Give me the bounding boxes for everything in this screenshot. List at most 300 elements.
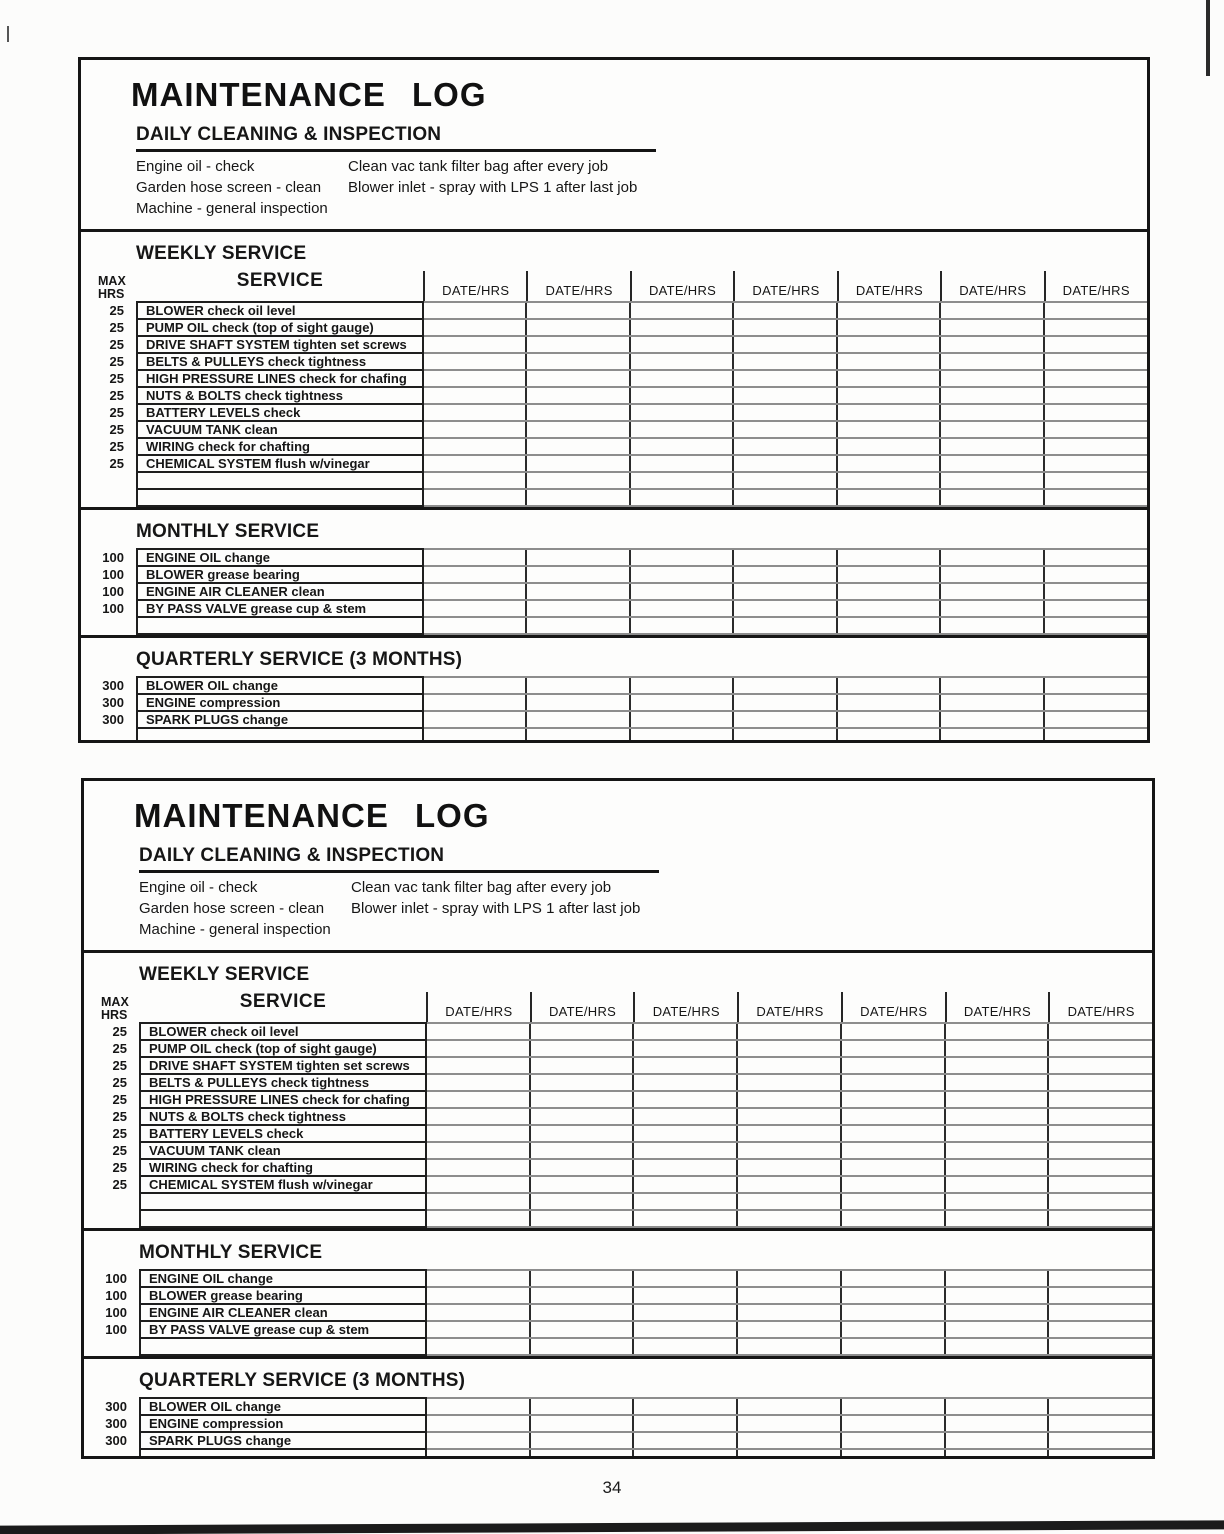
date-hrs-entry-cell (841, 1074, 945, 1091)
date-hrs-entry-cell (423, 583, 526, 600)
date-hrs-entry-cell (423, 711, 526, 728)
service-name-cell: HIGH PRESSURE LINES check for chafing (137, 370, 423, 387)
date-hrs-entry-cell (1044, 387, 1147, 404)
date-hrs-entry-cell (630, 677, 733, 694)
max-hrs-value: 25 (112, 1075, 127, 1090)
date-hrs-entry-cell (733, 711, 836, 728)
date-hrs-entry-cell (940, 319, 1043, 336)
date-hrs-entry-cell (426, 1304, 530, 1321)
date-hrs-entry-cell (837, 302, 940, 319)
date-hrs-entry-cell (530, 1321, 634, 1338)
date-hrs-entry-cell (940, 302, 1043, 319)
section-divider (84, 1356, 1152, 1359)
date-hrs-entry-cell (423, 404, 526, 421)
date-hrs-entry-cell (837, 387, 940, 404)
date-hrs-entry-cell (737, 1449, 841, 1459)
service-row (84, 1142, 1152, 1159)
date-hrs-entry-cell (633, 1091, 737, 1108)
daily-item: Clean vac tank filter bag after every job (351, 879, 612, 896)
date-hrs-entry-cell (426, 1398, 530, 1415)
date-hrs-entry-cell (526, 370, 629, 387)
date-hrs-entry-cell (633, 1057, 737, 1074)
date-hrs-entry-cell (733, 694, 836, 711)
max-hrs-value: 25 (109, 354, 124, 369)
max-hrs-header (84, 996, 140, 1022)
date-hrs-entry-cell (530, 1176, 634, 1193)
service-name-cell: BLOWER OIL change (137, 677, 423, 694)
date-hrs-entry-cell (945, 1270, 1049, 1287)
date-hrs-entry-cell (1044, 421, 1147, 438)
date-hrs-entry-cell (841, 1338, 945, 1355)
service-row (84, 1432, 1152, 1449)
date-hrs-entry-cell (945, 1176, 1049, 1193)
max-hrs-value: 25 (112, 1143, 127, 1158)
max-hrs-value: 25 (112, 1126, 127, 1141)
date-hrs-entry-cell (945, 1142, 1049, 1159)
date-hrs-entry-cell (837, 711, 940, 728)
daily-item: Clean vac tank filter bag after every job (348, 158, 609, 175)
date-hrs-entry-cell (1044, 404, 1147, 421)
date-hrs-entry-cell (633, 1108, 737, 1125)
date-hrs-entry-cell (423, 472, 526, 489)
service-name-cell: WIRING check for chafting (140, 1159, 426, 1176)
service-name-cell: BY PASS VALVE grease cup & stem (140, 1321, 426, 1338)
date-hrs-entry-cell (940, 728, 1043, 743)
date-hrs-entry-cell (426, 1023, 530, 1040)
date-hrs-entry-cell (945, 1057, 1049, 1074)
date-hrs-entry-cell (630, 549, 733, 566)
max-hrs-header-line2: HRS (98, 287, 125, 301)
date-hrs-entry-cell (940, 549, 1043, 566)
max-hrs-value: 300 (105, 1399, 127, 1414)
empty-service-row (81, 472, 1147, 489)
max-hrs-value: 25 (112, 1058, 127, 1073)
service-name-cell: BLOWER grease bearing (140, 1287, 426, 1304)
date-hrs-entry-cell (940, 455, 1043, 472)
date-hrs-entry-cell (1044, 617, 1147, 634)
date-hrs-entry-cell (1048, 1125, 1152, 1142)
date-hrs-entry-cell (426, 1287, 530, 1304)
date-hrs-entry-cell (633, 1321, 737, 1338)
scan-artifact-right-streak (1206, 0, 1210, 76)
date-hrs-entry-cell (841, 1142, 945, 1159)
date-hrs-header: DATE/HRS (841, 992, 945, 1022)
service-name-cell: PUMP OIL check (top of sight gauge) (137, 319, 423, 336)
max-hrs-value: 300 (102, 712, 124, 727)
date-hrs-entry-cell (530, 1415, 634, 1432)
date-hrs-entry-cell (426, 1040, 530, 1057)
service-name-cell: VACUUM TANK clean (137, 421, 423, 438)
service-name-cell: DRIVE SHAFT SYSTEM tighten set screws (137, 336, 423, 353)
max-hrs-value: 300 (102, 678, 124, 693)
date-hrs-entry-cell (530, 1287, 634, 1304)
date-hrs-entry-cell (733, 438, 836, 455)
date-hrs-entry-cell (423, 489, 526, 506)
date-hrs-entry-cell (733, 617, 836, 634)
max-hrs-value: 25 (109, 303, 124, 318)
date-hrs-entry-cell (837, 728, 940, 743)
daily-cleaning-heading: DAILY CLEANING & INSPECTION (136, 124, 656, 152)
date-hrs-entry-cell (1048, 1176, 1152, 1193)
date-hrs-entry-cell (1044, 489, 1147, 506)
date-hrs-entry-cell (423, 370, 526, 387)
date-hrs-entry-cell (630, 387, 733, 404)
date-hrs-entry-cell (530, 1125, 634, 1142)
service-name-cell: BLOWER OIL change (140, 1398, 426, 1415)
service-name-cell: WIRING check for chafting (137, 438, 423, 455)
date-hrs-entry-cell (733, 387, 836, 404)
date-hrs-entry-cell (1044, 472, 1147, 489)
service-row (84, 1125, 1152, 1142)
date-hrs-entry-cell (737, 1040, 841, 1057)
date-hrs-entry-cell (837, 319, 940, 336)
date-hrs-entry-cell (1048, 1321, 1152, 1338)
date-hrs-entry-cell (530, 1432, 634, 1449)
date-hrs-entry-cell (841, 1287, 945, 1304)
service-row (81, 677, 1147, 694)
service-row (81, 370, 1147, 387)
date-hrs-entry-cell (633, 1449, 737, 1459)
date-hrs-entry-cell (940, 711, 1043, 728)
date-hrs-entry-cell (1048, 1040, 1152, 1057)
date-hrs-entry-cell (530, 1449, 634, 1459)
date-hrs-entry-cell (1044, 455, 1147, 472)
date-hrs-entry-cell (945, 1210, 1049, 1227)
date-hrs-entry-cell (1044, 566, 1147, 583)
date-hrs-entry-cell (630, 617, 733, 634)
date-hrs-entry-cell (426, 1193, 530, 1210)
daily-item: Machine - general inspection (139, 921, 331, 938)
service-row (81, 549, 1147, 566)
service-name-cell: ENGINE OIL change (140, 1270, 426, 1287)
service-row (81, 387, 1147, 404)
service-name-cell: CHEMICAL SYSTEM flush w/vinegar (140, 1176, 426, 1193)
date-hrs-entry-cell (1048, 1108, 1152, 1125)
service-name-cell (137, 728, 423, 743)
date-hrs-entry-cell (633, 1142, 737, 1159)
service-name-cell: BLOWER grease bearing (137, 566, 423, 583)
date-hrs-entry-cell (1044, 336, 1147, 353)
date-hrs-entry-cell (633, 1159, 737, 1176)
date-hrs-entry-cell (945, 1108, 1049, 1125)
date-hrs-entry-cell (630, 489, 733, 506)
date-hrs-entry-cell (837, 549, 940, 566)
service-row (81, 566, 1147, 583)
max-hrs-value: 25 (109, 422, 124, 437)
service-name-cell: DRIVE SHAFT SYSTEM tighten set screws (140, 1057, 426, 1074)
service-name-cell (137, 472, 423, 489)
service-name-cell: SPARK PLUGS change (137, 711, 423, 728)
date-hrs-entry-cell (837, 336, 940, 353)
date-hrs-entry-cell (841, 1449, 945, 1459)
date-hrs-entry-cell (841, 1023, 945, 1040)
date-hrs-entry-cell (1048, 1304, 1152, 1321)
service-row (81, 583, 1147, 600)
grid-header-row (84, 991, 1152, 1022)
max-hrs-value (84, 1193, 140, 1210)
date-hrs-entry-cell (837, 455, 940, 472)
date-hrs-entry-cell (526, 455, 629, 472)
date-hrs-header: DATE/HRS (426, 992, 530, 1022)
service-row (81, 404, 1147, 421)
daily-item: Engine oil - check (136, 158, 255, 175)
date-hrs-entry-cell (1044, 438, 1147, 455)
date-hrs-entry-cell (426, 1210, 530, 1227)
date-hrs-entry-cell (945, 1304, 1049, 1321)
date-hrs-entry-cell (630, 336, 733, 353)
date-hrs-entry-cell (1048, 1432, 1152, 1449)
service-name-cell: SPARK PLUGS change (140, 1432, 426, 1449)
date-hrs-entry-cell (630, 472, 733, 489)
date-hrs-entry-cell (1044, 353, 1147, 370)
date-hrs-header: DATE/HRS (526, 271, 629, 301)
date-hrs-entry-cell (737, 1270, 841, 1287)
service-name-cell (137, 489, 423, 506)
empty-service-row (81, 489, 1147, 506)
daily-item: Engine oil - check (139, 879, 258, 896)
log-title: MAINTENANCE LOG (131, 76, 487, 113)
service-name-cell (137, 617, 423, 634)
date-hrs-entry-cell (945, 1125, 1049, 1142)
date-hrs-entry-cell (837, 600, 940, 617)
date-hrs-entry-cell (837, 370, 940, 387)
service-name-cell: ENGINE compression (140, 1415, 426, 1432)
date-hrs-entry-cell (1048, 1142, 1152, 1159)
date-hrs-entry-cell (426, 1270, 530, 1287)
date-hrs-entry-cell (940, 404, 1043, 421)
daily-item: Garden hose screen - clean (139, 900, 325, 917)
date-hrs-header: DATE/HRS (945, 992, 1049, 1022)
date-hrs-entry-cell (423, 549, 526, 566)
max-hrs-value (81, 472, 137, 489)
date-hrs-entry-cell (737, 1287, 841, 1304)
date-hrs-entry-cell (423, 302, 526, 319)
date-hrs-entry-cell (1048, 1091, 1152, 1108)
date-hrs-entry-cell (733, 583, 836, 600)
max-hrs-value (84, 1210, 140, 1227)
date-hrs-entry-cell (940, 583, 1043, 600)
date-hrs-entry-cell (633, 1287, 737, 1304)
date-hrs-entry-cell (526, 319, 629, 336)
date-hrs-entry-cell (945, 1338, 1049, 1355)
date-hrs-entry-cell (633, 1210, 737, 1227)
date-hrs-entry-cell (940, 694, 1043, 711)
date-hrs-entry-cell (526, 600, 629, 617)
date-hrs-header: DATE/HRS (1048, 992, 1152, 1022)
daily-item: Blower inlet - spray with LPS 1 after last job (351, 900, 641, 917)
date-hrs-entry-cell (426, 1091, 530, 1108)
service-row (81, 438, 1147, 455)
date-hrs-entry-cell (837, 677, 940, 694)
date-hrs-entry-cell (526, 489, 629, 506)
daily-item: Garden hose screen - clean (136, 179, 322, 196)
date-hrs-entry-cell (630, 302, 733, 319)
service-name-cell: NUTS & BOLTS check tightness (137, 387, 423, 404)
date-hrs-entry-cell (737, 1125, 841, 1142)
date-hrs-entry-cell (530, 1398, 634, 1415)
max-hrs-header-line1: MAX (101, 995, 129, 1009)
date-hrs-entry-cell (530, 1193, 634, 1210)
date-hrs-entry-cell (1044, 694, 1147, 711)
date-hrs-entry-cell (837, 583, 940, 600)
date-hrs-entry-cell (526, 472, 629, 489)
date-hrs-entry-cell (837, 353, 940, 370)
date-hrs-entry-cell (630, 404, 733, 421)
maintenance-log-card-1 (78, 57, 1150, 743)
date-hrs-entry-cell (423, 319, 526, 336)
date-hrs-entry-cell (733, 566, 836, 583)
service-row (81, 336, 1147, 353)
date-hrs-entry-cell (945, 1321, 1049, 1338)
section-heading-quarterly: QUARTERLY SERVICE (3 MONTHS) (139, 1370, 466, 1391)
date-hrs-entry-cell (1044, 728, 1147, 743)
date-hrs-entry-cell (940, 370, 1043, 387)
date-hrs-entry-cell (630, 455, 733, 472)
section-divider (84, 1228, 1152, 1231)
date-hrs-entry-cell (737, 1023, 841, 1040)
date-hrs-entry-cell (837, 404, 940, 421)
date-hrs-entry-cell (633, 1040, 737, 1057)
date-hrs-entry-cell (1048, 1023, 1152, 1040)
max-hrs-value: 25 (109, 320, 124, 335)
service-row (84, 1398, 1152, 1415)
date-hrs-entry-cell (841, 1321, 945, 1338)
date-hrs-entry-cell (940, 353, 1043, 370)
date-hrs-entry-cell (1044, 549, 1147, 566)
date-hrs-entry-cell (526, 728, 629, 743)
date-hrs-entry-cell (526, 677, 629, 694)
max-hrs-value (84, 1338, 140, 1355)
date-hrs-entry-cell (1044, 302, 1147, 319)
date-hrs-entry-cell (426, 1338, 530, 1355)
date-hrs-entry-cell (737, 1159, 841, 1176)
date-hrs-entry-cell (737, 1193, 841, 1210)
date-hrs-entry-cell (940, 472, 1043, 489)
service-name-cell: BATTERY LEVELS check (137, 404, 423, 421)
date-hrs-entry-cell (733, 319, 836, 336)
max-hrs-value (81, 489, 137, 506)
max-hrs-value: 100 (102, 550, 124, 565)
date-hrs-entry-cell (841, 1193, 945, 1210)
date-hrs-entry-cell (841, 1398, 945, 1415)
date-hrs-header: DATE/HRS (530, 992, 634, 1022)
date-hrs-entry-cell (733, 455, 836, 472)
max-hrs-value: 100 (102, 601, 124, 616)
max-hrs-value: 100 (105, 1288, 127, 1303)
service-name-cell (140, 1210, 426, 1227)
date-hrs-entry-cell (526, 302, 629, 319)
service-row (84, 1159, 1152, 1176)
date-hrs-entry-cell (426, 1142, 530, 1159)
daily-cleaning-heading: DAILY CLEANING & INSPECTION (139, 845, 659, 873)
date-hrs-entry-cell (841, 1057, 945, 1074)
date-hrs-entry-cell (630, 711, 733, 728)
service-name-cell: ENGINE compression (137, 694, 423, 711)
date-hrs-entry-cell (423, 600, 526, 617)
date-hrs-entry-cell (733, 600, 836, 617)
date-hrs-entry-cell (737, 1321, 841, 1338)
date-hrs-entry-cell (1044, 600, 1147, 617)
date-hrs-entry-cell (940, 617, 1043, 634)
service-header: SERVICE (239, 991, 327, 1012)
date-hrs-entry-cell (423, 353, 526, 370)
date-hrs-entry-cell (940, 566, 1043, 583)
max-hrs-value: 100 (105, 1271, 127, 1286)
date-hrs-entry-cell (737, 1057, 841, 1074)
scan-artifact-bottom-bar (0, 1520, 1224, 1534)
date-hrs-entry-cell (1048, 1287, 1152, 1304)
section-heading-monthly: MONTHLY SERVICE (139, 1242, 323, 1263)
date-hrs-entry-cell (841, 1210, 945, 1227)
date-hrs-entry-cell (737, 1176, 841, 1193)
date-hrs-entry-cell (940, 438, 1043, 455)
service-row (81, 455, 1147, 472)
date-hrs-entry-cell (530, 1023, 634, 1040)
date-hrs-entry-cell (737, 1415, 841, 1432)
max-hrs-value: 25 (109, 456, 124, 471)
date-hrs-entry-cell (530, 1057, 634, 1074)
scan-artifact-left-tick (7, 26, 9, 42)
date-hrs-entry-cell (733, 353, 836, 370)
empty-service-row (84, 1210, 1152, 1227)
date-hrs-entry-cell (426, 1057, 530, 1074)
date-hrs-entry-cell (423, 421, 526, 438)
date-hrs-entry-cell (633, 1193, 737, 1210)
service-grid-quarterly (81, 676, 1147, 743)
date-hrs-entry-cell (841, 1040, 945, 1057)
date-hrs-entry-cell (423, 728, 526, 743)
date-hrs-entry-cell (737, 1210, 841, 1227)
date-hrs-entry-cell (530, 1091, 634, 1108)
date-hrs-entry-cell (526, 617, 629, 634)
date-hrs-entry-cell (426, 1176, 530, 1193)
date-hrs-entry-cell (733, 302, 836, 319)
date-hrs-entry-cell (633, 1270, 737, 1287)
date-hrs-entry-cell (423, 566, 526, 583)
service-row (81, 600, 1147, 617)
date-hrs-entry-cell (940, 336, 1043, 353)
date-hrs-entry-cell (940, 387, 1043, 404)
date-hrs-entry-cell (737, 1108, 841, 1125)
max-hrs-value: 100 (102, 567, 124, 582)
max-hrs-value (84, 1449, 140, 1459)
date-hrs-entry-cell (1048, 1338, 1152, 1355)
date-hrs-entry-cell (1048, 1415, 1152, 1432)
service-name-cell: BLOWER check oil level (137, 302, 423, 319)
date-hrs-entry-cell (426, 1415, 530, 1432)
max-hrs-value: 25 (112, 1041, 127, 1056)
section-divider (84, 950, 1152, 953)
date-hrs-entry-cell (1048, 1193, 1152, 1210)
date-hrs-entry-cell (426, 1108, 530, 1125)
section-heading-monthly: MONTHLY SERVICE (136, 521, 320, 542)
section-divider (81, 635, 1147, 638)
date-hrs-entry-cell (526, 404, 629, 421)
section-divider (81, 229, 1147, 232)
date-hrs-entry-cell (737, 1074, 841, 1091)
date-hrs-entry-cell (530, 1338, 634, 1355)
service-name-cell (140, 1193, 426, 1210)
date-hrs-entry-cell (1048, 1398, 1152, 1415)
date-hrs-entry-cell (526, 438, 629, 455)
date-hrs-header: DATE/HRS (423, 271, 526, 301)
service-grid-weekly (81, 301, 1147, 507)
max-hrs-value: 25 (112, 1092, 127, 1107)
max-hrs-value: 25 (112, 1024, 127, 1039)
service-name-cell: BELTS & PULLEYS check tightness (140, 1074, 426, 1091)
date-hrs-entry-cell (1044, 583, 1147, 600)
date-hrs-entry-cell (423, 694, 526, 711)
